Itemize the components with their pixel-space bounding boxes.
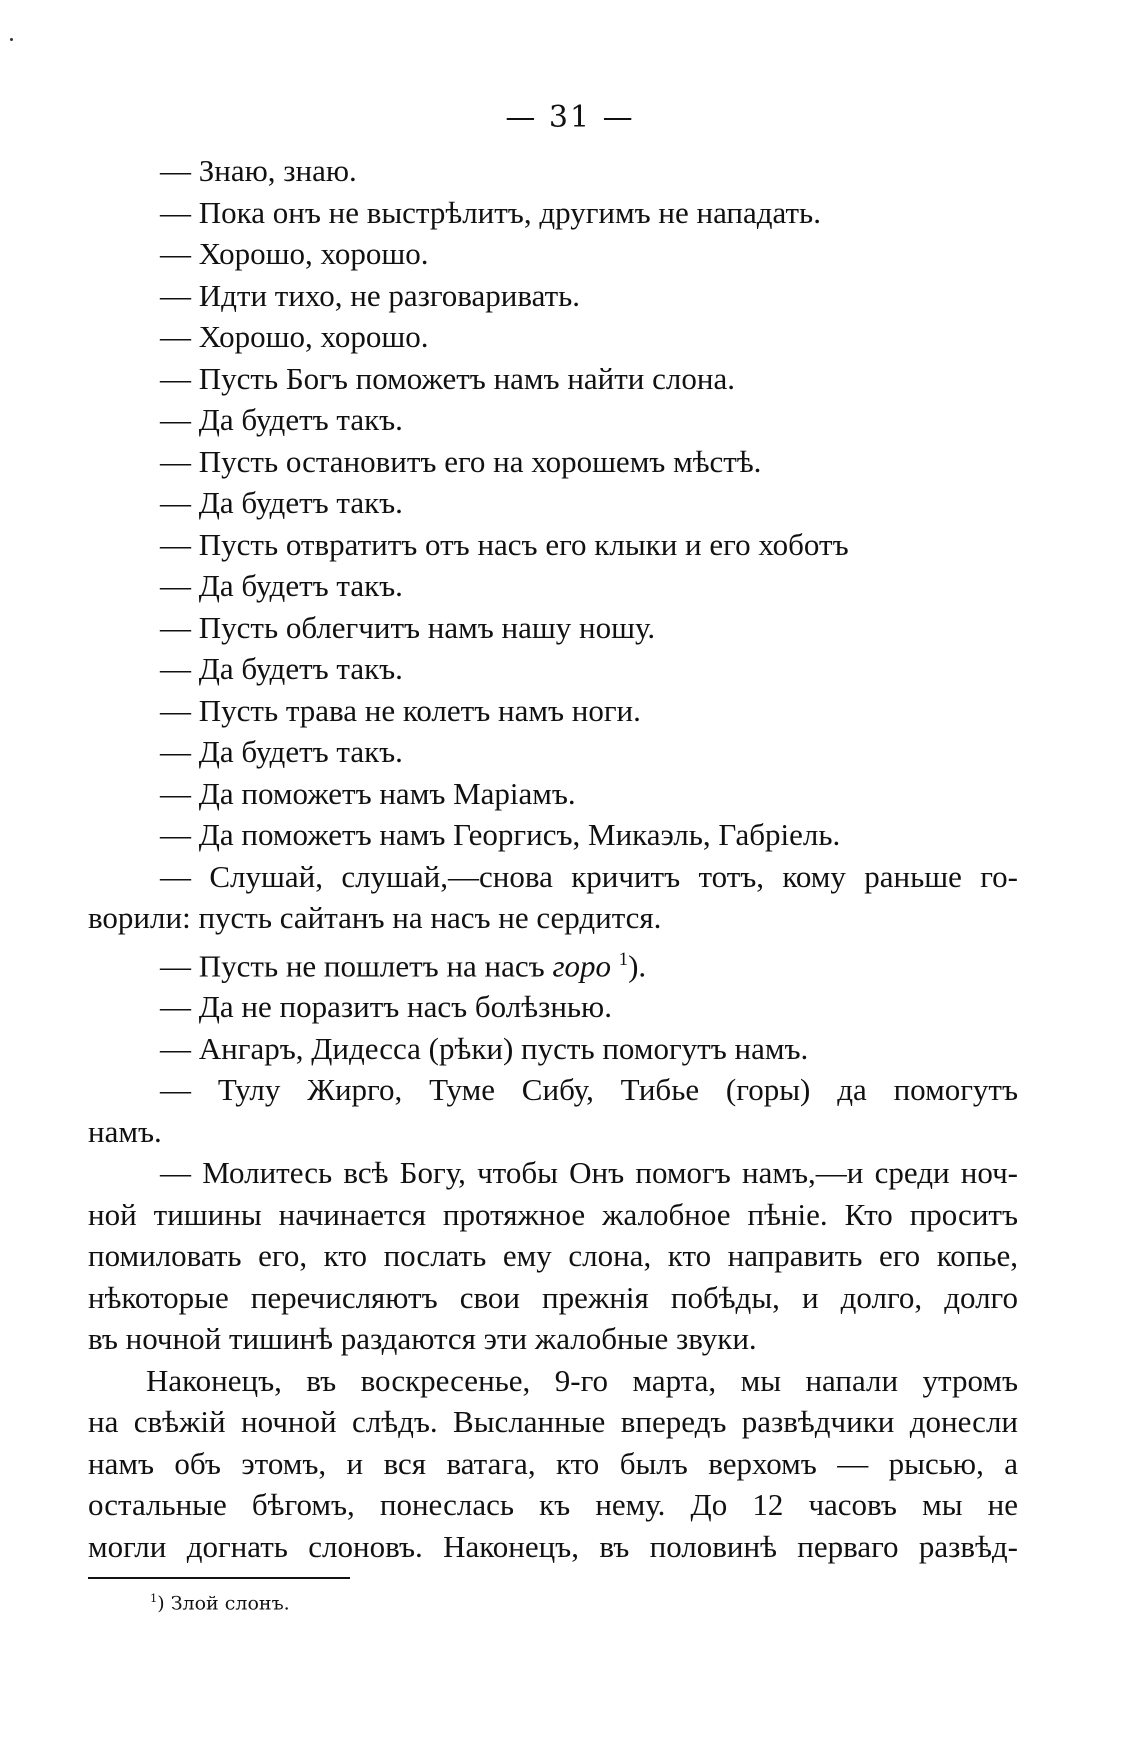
text-line: ворили: пусть сайтанъ на насъ не сердится. — [88, 900, 662, 935]
text-line: — Пусть облегчитъ намъ нашу ношу. — [160, 609, 656, 645]
text-line: — Ангаръ, Дидесса (рѣки) пусть помогутъ намъ. — [160, 1030, 809, 1066]
text-run: — Пусть не пошлетъ на насъ — [160, 947, 553, 983]
text-line: — Да будетъ такъ. — [160, 734, 403, 769]
text-line: Наконецъ, въ воскресенье, 9-го марта, мы напали утромъ — [146, 1362, 1018, 1398]
page-number: — 31 — — [505, 100, 635, 135]
text-line: — Хорошо, хорошо. — [160, 319, 429, 354]
text-line: — Пусть трава не колетъ намъ ноги. — [160, 692, 641, 728]
text-line: — Да будетъ такъ. — [160, 485, 403, 520]
text-line: на свѣжій ночной слѣдъ. Высланные впередъ развѣдчики донесли — [88, 1404, 1018, 1440]
footnote-divider — [88, 1577, 350, 1579]
footnote — [150, 1591, 290, 1614]
text-line: — Да поможетъ намъ Маріамъ. — [160, 775, 576, 811]
text-line: намъ. — [88, 1113, 162, 1149]
text-line: — Да будетъ такъ. — [160, 402, 403, 437]
text-run: ). — [628, 947, 647, 983]
text-line: въ ночной тишинѣ раздаются эти жалобные звуки. — [88, 1321, 757, 1357]
text-line: — Да будетъ такъ. — [160, 568, 403, 603]
footnote-marker: 1 — [150, 1591, 158, 1605]
text-line: ной тишины начинается протяжное жалобное пѣніе. Кто проситъ — [88, 1196, 1018, 1232]
text-line: — Пусть остановитъ его на хорошемъ мѣстѣ. — [160, 443, 762, 479]
text-line: — Знаю, знаю. — [160, 153, 357, 188]
text-line: — Слушай, слушай,—снова кричитъ тотъ, кому раньше го- — [160, 858, 1018, 894]
text-line: — Да будетъ такъ. — [160, 651, 403, 686]
text-line: помиловать его, кто послать ему слона, кто направить его копье, — [88, 1238, 1018, 1274]
text-line: — Тулу Жирго, Туме Сибу, Тибье (горы) да помогутъ — [160, 1072, 1018, 1108]
text-line: — Молитесь всѣ Богу, чтобы Онъ помогъ намъ,—и среди ноч- — [160, 1155, 1018, 1191]
footnote-ref: 1 — [618, 948, 629, 970]
footnote-text: ) Злой слонъ. — [157, 1592, 290, 1615]
text-line: — Да не поразитъ насъ болѣзнью. — [160, 989, 612, 1025]
text-line: — Пусть Богъ поможетъ намъ найти слона. — [160, 360, 735, 396]
text-line: остальные бѣгомъ, понеслась къ нему. До 12 часовъ мы не — [88, 1487, 1018, 1523]
body-text — [88, 150, 1018, 1567]
text-line: — Пусть отвратитъ отъ насъ его клыки и его хоботъ — [160, 526, 849, 562]
text-line: — Да поможетъ намъ Георгисъ, Микаэль, Габріель. — [160, 817, 841, 852]
text-line — [88, 939, 1018, 987]
text-line: — Идти тихо, не разговаривать. — [160, 277, 580, 313]
italic-word: горо — [552, 947, 612, 983]
text-line: — Хорошо, хорошо. — [160, 236, 429, 271]
text-line: могли догнать слоновъ. Наконецъ, въ половинѣ перваго развѣд- — [88, 1528, 1018, 1564]
text-line: намъ объ этомъ, и вся ватага, кто былъ верхомъ — рысью, а — [88, 1445, 1018, 1481]
text-line: нѣкоторые перечисляютъ свои прежнія побѣды, и долго, долго — [88, 1279, 1018, 1315]
text-line: — Пока онъ не выстрѣлитъ, другимъ не нападать. — [160, 194, 821, 230]
scan-speck — [10, 38, 13, 41]
